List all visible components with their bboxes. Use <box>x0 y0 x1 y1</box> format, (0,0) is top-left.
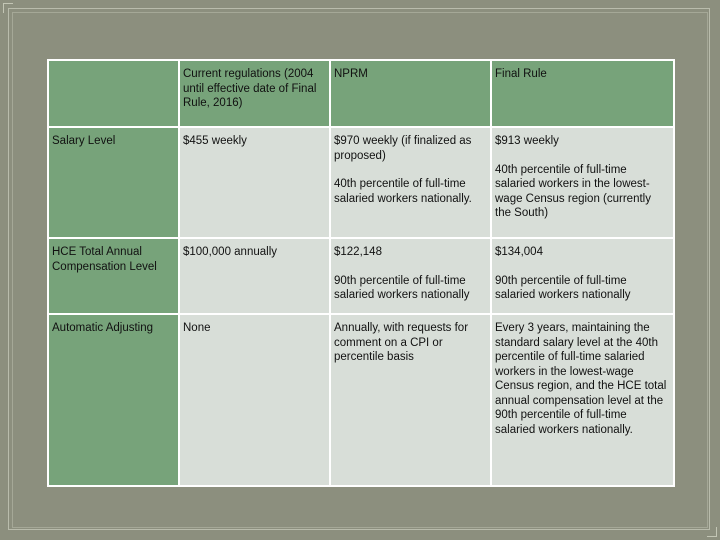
cell-final <box>491 127 674 238</box>
cell-current: $455 weekly <box>179 127 330 238</box>
table-row <box>48 238 674 314</box>
cell-final: Every 3 years, maintaining the standard salary level at the 40th percentile of full-time salaried workers in the lowest-wage Census region, and the HCE total annual compensation level at the 90th percentile of full-time salaried workers nationally. <box>491 314 674 486</box>
cell-final-detail: 40th percentile of full-time salaried workers in the lowest-wage Census region (currently the South) <box>495 163 651 219</box>
row-label-automatic-adjusting: Automatic Adjusting <box>48 314 179 486</box>
cell-nprm-value: $122,148 <box>334 246 382 258</box>
cell-nprm <box>330 127 491 238</box>
header-current-regulations: Current regulations (2004 until effective date of Final Rule, 2016) <box>179 60 330 127</box>
cell-current: None <box>179 314 330 486</box>
row-label-hce: HCE Total Annual Compensation Level <box>48 238 179 314</box>
header-nprm: NPRM <box>330 60 491 127</box>
cell-nprm-detail: 40th percentile of full-time salaried workers nationally. <box>334 178 472 205</box>
cell-nprm-detail: 90th percentile of full-time salaried workers nationally <box>334 274 470 301</box>
row-label-salary-level: Salary Level <box>48 127 179 238</box>
cell-final-value: $913 weekly <box>495 135 559 147</box>
frame-corner-ornament <box>3 3 13 13</box>
cell-final-value: $134,004 <box>495 246 543 258</box>
table-row <box>48 314 674 486</box>
cell-current: $100,000 annually <box>179 238 330 314</box>
header-final-rule: Final Rule <box>491 60 674 127</box>
cell-nprm: Annually, with requests for comment on a CPI or percentile basis <box>330 314 491 486</box>
cell-nprm <box>330 238 491 314</box>
cell-final <box>491 238 674 314</box>
cell-nprm-value: $970 weekly (if finalized as proposed) <box>334 135 472 162</box>
regulation-comparison-table <box>47 59 675 487</box>
cell-final-detail: 90th percentile of full-time salaried workers nationally <box>495 274 631 301</box>
frame-corner-ornament <box>707 527 717 537</box>
header-blank-cell <box>48 60 179 127</box>
table-row <box>48 127 674 238</box>
table-header-row <box>48 60 674 127</box>
